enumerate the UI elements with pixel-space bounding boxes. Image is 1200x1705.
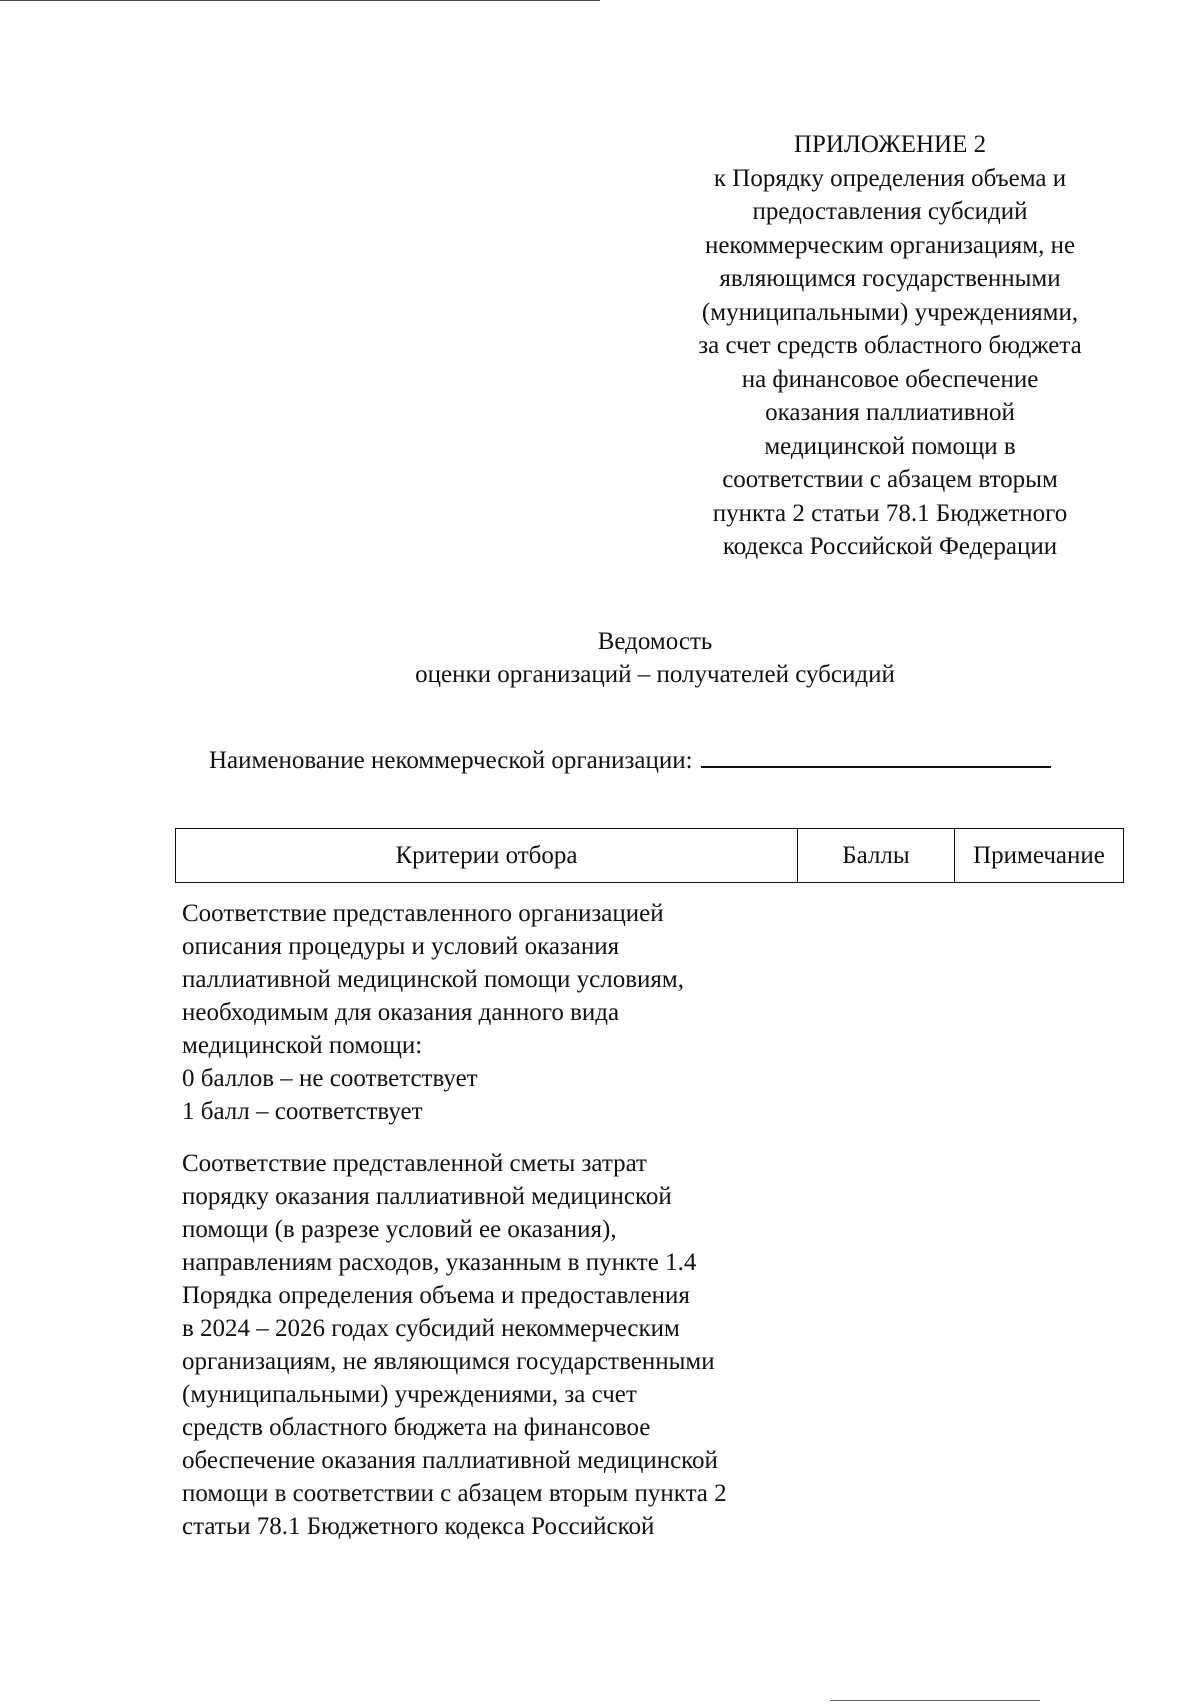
annex-header (660, 128, 1120, 564)
criteria-table (175, 828, 1124, 883)
criterion-line: (муниципальными) учреждениями, за счет (182, 1381, 637, 1408)
criterion-line: медицинской помощи: (182, 1032, 423, 1059)
criterion-line: организациям, не являющимся государственными (182, 1348, 715, 1375)
annex-line: медицинской помощи в (764, 432, 1016, 460)
annex-line: ПРИЛОЖЕНИЕ 2 (793, 131, 987, 158)
criterion-line: помощи (в разрезе условий ее оказания), (182, 1216, 617, 1243)
criterion-line: порядку оказания паллиативной медицинской (182, 1183, 672, 1210)
annex-line: оказания паллиативной (765, 399, 1015, 426)
criterion-line: необходимым для оказания данного вида (182, 999, 620, 1026)
annex-line: являющимся государственными (719, 265, 1061, 292)
header-note: Примечание (955, 829, 1124, 883)
annex-line: пункта 2 статьи 78.1 Бюджетного (712, 499, 1068, 527)
criterion-line: помощи в соответствии с абзацем вторым пункта 2 (182, 1480, 727, 1507)
criterion-line: обеспечение оказания паллиативной медицинской (182, 1447, 718, 1474)
annex-line: предоставления субсидий (752, 198, 1028, 225)
organization-name-blank (701, 744, 1051, 768)
annex-line: к Порядку определения объема и (713, 164, 1067, 192)
criterion-line: в 2024 – 2026 годах субсидий некоммерческим (182, 1315, 680, 1342)
annex-line: (муниципальными) учреждениями, (701, 298, 1079, 326)
criterion-line: направлениям расходов, указанным в пункте 1.4 (182, 1249, 697, 1276)
criterion-line: Соответствие представленного организацией (182, 900, 664, 927)
scan-bottom-rule (830, 1700, 1040, 1701)
criterion-line: 1 балл – соответствует (182, 1098, 423, 1125)
criterion-line: 0 баллов – не соответствует (182, 1065, 478, 1092)
title-line-2: оценки организаций – получателей субсидий (415, 661, 895, 688)
criterion-line: паллиативной медицинской помощи условиям, (182, 966, 684, 993)
criterion-line: описания процедуры и условий оказания (182, 933, 620, 960)
scan-top-rule (0, 0, 600, 1)
annex-line: соответствии с абзацем вторым (722, 466, 1058, 493)
criterion-line: средств областного бюджета на финансовое (182, 1414, 651, 1441)
organization-name-label: Наименование некоммерческой организации: (209, 747, 693, 774)
header-criteria: Критерии отбора (176, 829, 798, 883)
annex-line: за счет средств областного бюджета (698, 332, 1082, 359)
document-title (0, 625, 1200, 691)
annex-line: кодекса Российской Федерации (722, 533, 1058, 560)
annex-line: некоммерческим организациям, не (704, 231, 1076, 259)
criterion-line: Соответствие представленной сметы затрат (182, 1150, 647, 1177)
header-points: Баллы (798, 829, 955, 883)
title-line-1: Ведомость (597, 628, 713, 655)
criterion-2 (182, 1147, 822, 1543)
table-header-row (176, 829, 1124, 883)
criterion-1 (182, 897, 822, 1128)
criterion-line: Порядка определения объема и предоставления (182, 1282, 690, 1309)
criterion-line: статьи 78.1 Бюджетного кодекса Российской (182, 1513, 655, 1540)
annex-line: на финансовое обеспечение (741, 365, 1039, 393)
organization-name-row (209, 744, 1121, 778)
